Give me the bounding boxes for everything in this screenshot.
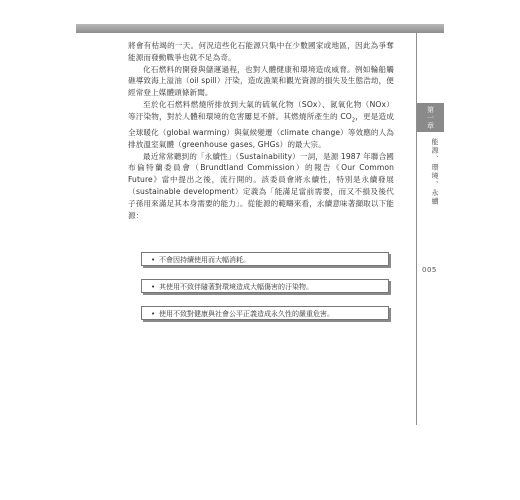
body-text [128,40,394,221]
paragraph-3 [128,99,394,151]
bullet-item-3 [141,306,389,320]
bullet-marker: • [151,310,156,318]
page-number: 005 [422,266,437,274]
paragraph-3-part-2: ，更是造成全球暖化（global warming）與氣候變遷（climate change）等效應的人為排放溫室氣體（greenhouse gases, GHGs）的最大宗。 [128,111,394,149]
paragraph-2: 化石燃料的開發與儲運過程，也對人體健康和環境造成威脅。例如輪船觸礁導致海上溢油（oil spill）汙染，造成漁業和觀光資源的損失及生態浩劫，便經常登上媒體頭條新聞。 [128,64,394,98]
chapter-title: 能源、環境、永續 [431,138,439,206]
header-bar [76,24,444,33]
bullet-text-2: 其使用不致伴隨著對環境造成大幅傷害的汙染物。 [159,283,313,291]
paragraph-1: 將會有枯竭的一天。何況這些化石能源只集中在少數國家或地區，因此為爭奪能源而發動戰爭也就不足為奇。 [128,41,394,62]
bullet-item-2 [141,279,389,293]
bullet-marker: • [151,256,156,264]
co2-subscript: 2 [351,117,356,124]
bullet-text-1: 不會因持續使用而大幅消耗。 [159,256,250,264]
bullet-marker: • [151,283,156,291]
chapter-tab: 第一章 [417,103,444,132]
sidebar-rule [416,33,417,425]
bullet-text-3: 使用不致對健康與社會公平正義造成永久性的嚴重危害。 [159,310,334,318]
paragraph-3-part-1: 至於化石燃料燃燒所排放到大氣的硫氧化物（SOx）、氮氧化物（NOx）等汙染物，對於人體和環境的危害屢見不鮮。其燃燒所產生的 CO [128,99,394,121]
bullet-item-1 [141,252,389,266]
paragraph-4: 最近常常聽到的「永續性」（Sustainability）一詞，是源 1987 年聯合國布倫特蘭委員會（Brundtland Commission）的報告《Our Common Future》當中提出之後，流行開的。該委員會將永續性，特別是永續發展（sustainable development）定義為「能滿足當前需要，而又不損及後代子孫用來滿足其本身需要的能力」。從能源的範疇來看，永續意味著擷取以下能源： [128,151,394,220]
